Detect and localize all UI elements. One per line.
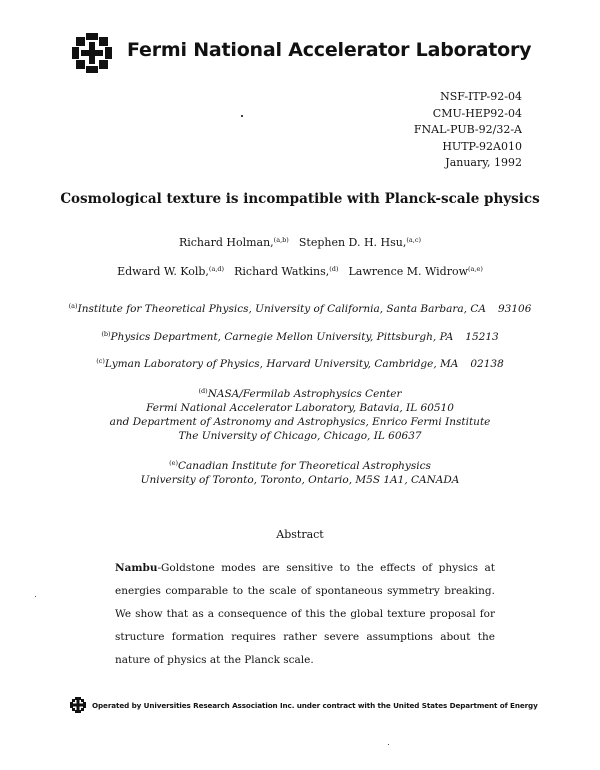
author-name: Lawrence M. Widrow [348, 265, 469, 278]
author-name: Edward W. Kolb, [117, 265, 209, 278]
affiliation-mark: (b) [101, 330, 111, 338]
abstract-lead: Nambu [115, 562, 158, 574]
affiliation-text: Canadian Institute for Theoretical Astrophysics [178, 460, 431, 472]
affiliation-mark: (e) [169, 459, 179, 467]
paper-title: Cosmological texture is incompatible with Planck-scale physics [60, 191, 540, 207]
report-date: January, 1992 [445, 156, 522, 169]
lab-name: Fermi National Accelerator Laboratory [127, 39, 532, 61]
affiliation-mark: (d) [198, 387, 208, 395]
author-name: Stephen D. H. Hsu, [298, 236, 407, 249]
author-name: Richard Watkins, [234, 265, 330, 278]
affiliation-text: Lyman Laboratory of Physics, Harvard University, Cambridge, MA [104, 358, 459, 370]
author-mark: (a,d) [208, 265, 225, 273]
scan-speck [241, 115, 243, 117]
author-mark: (a,c) [406, 236, 422, 244]
abstract-body [115, 557, 495, 672]
report-id: FNAL-PUB-92/32-A [413, 123, 522, 136]
author-name: Richard Holman, [178, 236, 274, 249]
affiliation-mark: (a) [68, 302, 78, 310]
abstract-heading: Abstract [276, 528, 324, 541]
report-id: NSF-ITP-92-04 [440, 90, 522, 103]
ura-logo-icon [70, 697, 86, 713]
affiliation-text: The University of Chicago, Chicago, IL 60637 [178, 430, 422, 442]
affiliation-zip: 93106 [497, 303, 532, 315]
affiliation-d [0, 384, 600, 443]
scan-speck [35, 596, 36, 597]
footer-text: Operated by Universities Research Association Inc. under contract with the United States Department of Energy [92, 700, 538, 710]
footer [70, 697, 538, 713]
affiliation-text: NASA/Fermilab Astrophysics Center [207, 388, 402, 400]
affiliation-text: Physics Department, Carnegie Mellon University, Pittsburgh, PA [110, 331, 454, 343]
affiliation-c [0, 354, 600, 371]
affiliation-text: Fermi National Accelerator Laboratory, Batavia, IL 60510 [146, 402, 454, 414]
affiliation-mark: (c) [96, 357, 105, 365]
author-mark: (a,e) [468, 265, 483, 273]
affiliation-text: Institute for Theoretical Physics, University of California, Santa Barbara, CA [77, 303, 486, 315]
affiliation-zip: 15213 [465, 331, 499, 343]
report-id: CMU-HEP92-04 [432, 106, 522, 120]
affiliation-text: University of Toronto, Toronto, Ontario, M5S 1A1, CANADA [140, 474, 460, 486]
affiliation-b [0, 327, 600, 344]
lab-header [72, 33, 532, 73]
affiliation-e [0, 456, 600, 487]
affiliation-a [0, 299, 600, 316]
author-line-1 [0, 236, 600, 249]
author-line-2 [0, 265, 600, 278]
author-mark: (a,b) [273, 236, 289, 244]
author-mark: (d) [329, 265, 339, 273]
affiliation-text: and Department of Astronomy and Astrophysics, Enrico Fermi Institute [109, 416, 491, 428]
fermilab-logo-icon [72, 33, 112, 73]
report-id: HUTP-92A010 [442, 139, 522, 153]
affiliation-zip: 02138 [470, 358, 504, 370]
scan-speck [388, 744, 389, 745]
report-identifiers [414, 89, 522, 172]
abstract-text: -Goldstone modes are sensitive to the effects of physics at energies comparable to the scale of spontaneous symmetry breaking. We show that as a consequence of this the global texture proposal for structure formation requires rather severe assumptions about the nature of physics at the Planck scale. [115, 562, 495, 666]
